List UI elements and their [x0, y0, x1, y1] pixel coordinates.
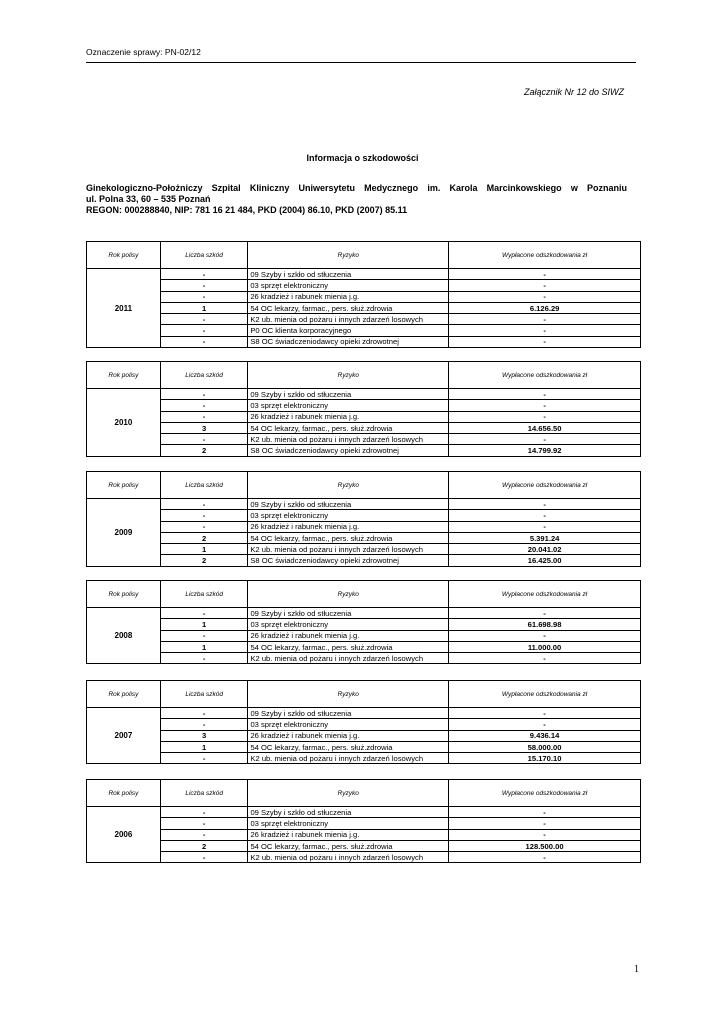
column-header: Ryzyko — [248, 362, 449, 389]
table-row — [87, 544, 641, 555]
column-header: Rok polisy — [87, 681, 161, 708]
risk-name: 54 OC lekarzy, farmac., pers. służ.zdrowia — [248, 532, 449, 543]
claims-table-2010 — [86, 361, 641, 457]
risk-name: 03 sprzęt elektroniczny — [248, 619, 449, 630]
claims-count: - — [160, 708, 248, 719]
paid-amount: 58.000.00 — [449, 741, 641, 752]
column-header: Liczba szkód — [160, 242, 248, 269]
policy-year: 2008 — [87, 608, 161, 664]
paid-amount: 5.391.24 — [449, 532, 641, 543]
table-row — [87, 280, 641, 291]
claims-count: 1 — [160, 302, 248, 313]
table-row — [87, 411, 641, 422]
risk-name: 54 OC lekarzy, farmac., pers. służ.zdrowia — [248, 741, 449, 752]
claims-table-2006 — [86, 779, 641, 863]
risk-name: K2 ub. mienia od pożaru i innych zdarzeń losowych — [248, 753, 449, 764]
paid-amount: - — [449, 719, 641, 730]
paid-amount: 15.170.10 — [449, 753, 641, 764]
column-header: Liczba szkód — [160, 362, 248, 389]
policy-year: 2007 — [87, 708, 161, 764]
column-header: Wypłacone odszkodowania zł — [449, 242, 641, 269]
claims-count: - — [160, 434, 248, 445]
claims-count: - — [160, 389, 248, 400]
claims-count: - — [160, 521, 248, 532]
paid-amount: 14.656.50 — [449, 422, 641, 433]
claims-count: 1 — [160, 619, 248, 630]
claims-count: - — [160, 269, 248, 280]
paid-amount: - — [449, 400, 641, 411]
table-row — [87, 641, 641, 652]
paid-amount: 6.126.29 — [449, 302, 641, 313]
paid-amount: 9.436.14 — [449, 730, 641, 741]
table-header-row — [87, 780, 641, 807]
claims-table-2008 — [86, 580, 641, 664]
column-header: Rok polisy — [87, 581, 161, 608]
table-row — [87, 608, 641, 619]
risk-name: 09 Szyby i szkło od stłuczenia — [248, 708, 449, 719]
paid-amount: - — [449, 411, 641, 422]
claims-count: - — [160, 608, 248, 619]
risk-name: 54 OC lekarzy, farmac., pers. służ.zdrowia — [248, 641, 449, 652]
table-row — [87, 499, 641, 510]
claims-count: - — [160, 280, 248, 291]
table-row — [87, 555, 641, 566]
paid-amount: - — [449, 852, 641, 863]
paid-amount: - — [449, 269, 641, 280]
risk-name: 54 OC lekarzy, farmac., pers. służ.zdrowia — [248, 302, 449, 313]
claims-count: 2 — [160, 555, 248, 566]
organization-address: ul. Polna 33, 60 – 535 Poznań — [86, 194, 211, 204]
claims-count: - — [160, 411, 248, 422]
risk-name: 09 Szyby i szkło od stłuczenia — [248, 389, 449, 400]
risk-name: 26 kradzież i rabunek mienia j.g. — [248, 630, 449, 641]
claims-count: 3 — [160, 730, 248, 741]
claims-count: - — [160, 630, 248, 641]
policy-year: 2011 — [87, 269, 161, 348]
column-header: Wypłacone odszkodowania zł — [449, 472, 641, 499]
table-row — [87, 630, 641, 641]
document-title-text: Informacja o szkodowości — [306, 153, 419, 163]
table-row — [87, 708, 641, 719]
paid-amount: 11.000.00 — [449, 641, 641, 652]
risk-name: S8 OC świadczeniodawcy opieki zdrowotnej — [248, 336, 449, 347]
paid-amount: 14.799.92 — [449, 445, 641, 456]
column-header: Wypłacone odszkodowania zł — [449, 681, 641, 708]
paid-amount: - — [449, 608, 641, 619]
column-header: Wypłacone odszkodowania zł — [449, 581, 641, 608]
column-header: Liczba szkód — [160, 780, 248, 807]
risk-name: K2 ub. mienia od pożaru i innych zdarzeń losowych — [248, 852, 449, 863]
claims-count: - — [160, 314, 248, 325]
claims-count: - — [160, 852, 248, 863]
column-header: Rok polisy — [87, 242, 161, 269]
table-header-row — [87, 581, 641, 608]
risk-name: K2 ub. mienia od pożaru i innych zdarzeń losowych — [248, 653, 449, 664]
table-row — [87, 741, 641, 752]
risk-name: 09 Szyby i szkło od stłuczenia — [248, 269, 449, 280]
table-row — [87, 840, 641, 851]
table-row — [87, 325, 641, 336]
paid-amount: - — [449, 499, 641, 510]
claims-count: 3 — [160, 422, 248, 433]
column-header: Rok polisy — [87, 780, 161, 807]
claims-table-2009 — [86, 471, 641, 567]
claims-count: - — [160, 818, 248, 829]
organization-block — [86, 183, 627, 216]
policy-year: 2006 — [87, 807, 161, 863]
column-header: Ryzyko — [248, 681, 449, 708]
table-row — [87, 807, 641, 818]
paid-amount: - — [449, 291, 641, 302]
risk-name: 09 Szyby i szkło od stłuczenia — [248, 807, 449, 818]
policy-year: 2009 — [87, 499, 161, 567]
column-header: Ryzyko — [248, 242, 449, 269]
paid-amount: - — [449, 829, 641, 840]
table-row — [87, 445, 641, 456]
attachment-label: Załącznik Nr 12 do SIWZ — [523, 87, 624, 97]
risk-name: 54 OC lekarzy, farmac., pers. służ.zdrowia — [248, 840, 449, 851]
risk-name: 54 OC lekarzy, farmac., pers. służ.zdrowia — [248, 422, 449, 433]
paid-amount: - — [449, 336, 641, 347]
risk-name: 03 sprzęt elektroniczny — [248, 400, 449, 411]
paid-amount: - — [449, 521, 641, 532]
claims-table-2007 — [86, 680, 641, 764]
risk-name: P0 OC klienta korporacyjnego — [248, 325, 449, 336]
paid-amount: - — [449, 510, 641, 521]
paid-amount: - — [449, 653, 641, 664]
column-header: Ryzyko — [248, 581, 449, 608]
table-row — [87, 422, 641, 433]
column-header: Rok polisy — [87, 472, 161, 499]
header-divider — [86, 62, 636, 63]
paid-amount: 20.041.02 — [449, 544, 641, 555]
claims-count: 2 — [160, 532, 248, 543]
column-header: Wypłacone odszkodowania zł — [449, 362, 641, 389]
paid-amount: 61.698.98 — [449, 619, 641, 630]
claims-count: 2 — [160, 445, 248, 456]
claims-count: - — [160, 753, 248, 764]
document-title — [0, 153, 725, 163]
table-row — [87, 269, 641, 280]
risk-name: 26 kradzież i rabunek mienia j.g. — [248, 521, 449, 532]
risk-name: K2 ub. mienia od pożaru i innych zdarzeń losowych — [248, 544, 449, 555]
table-row — [87, 730, 641, 741]
risk-name: 26 kradzież i rabunek mienia j.g. — [248, 411, 449, 422]
paid-amount: 128.500.00 — [449, 840, 641, 851]
table-row — [87, 521, 641, 532]
column-header: Ryzyko — [248, 780, 449, 807]
column-header: Rok polisy — [87, 362, 161, 389]
table-row — [87, 719, 641, 730]
table-row — [87, 291, 641, 302]
claims-count: 2 — [160, 840, 248, 851]
paid-amount: - — [449, 818, 641, 829]
case-designation: Oznaczenie sprawy: PN-02/12 — [86, 47, 201, 57]
table-row — [87, 302, 641, 313]
column-header: Wypłacone odszkodowania zł — [449, 780, 641, 807]
paid-amount: - — [449, 325, 641, 336]
risk-name: S8 OC świadczeniodawcy opieki zdrowotnej — [248, 445, 449, 456]
claims-count: 1 — [160, 544, 248, 555]
risk-name: 03 sprzęt elektroniczny — [248, 719, 449, 730]
policy-year: 2010 — [87, 389, 161, 457]
paid-amount: - — [449, 630, 641, 641]
column-header: Liczba szkód — [160, 681, 248, 708]
claims-count: 1 — [160, 641, 248, 652]
paid-amount: - — [449, 389, 641, 400]
paid-amount: - — [449, 708, 641, 719]
organization-name: Ginekologiczno-Położniczy Szpital Kliniczny Uniwersytetu Medycznego im. Karola Marcinkowskiego w Poznaniu — [86, 183, 627, 193]
column-header: Ryzyko — [248, 472, 449, 499]
claims-table-2011 — [86, 241, 641, 348]
risk-name: 09 Szyby i szkło od stłuczenia — [248, 608, 449, 619]
table-row — [87, 532, 641, 543]
table-row — [87, 818, 641, 829]
table-row — [87, 753, 641, 764]
table-row — [87, 653, 641, 664]
table-row — [87, 400, 641, 411]
table-row — [87, 336, 641, 347]
claims-count: 1 — [160, 741, 248, 752]
paid-amount: 16.425.00 — [449, 555, 641, 566]
claims-count: - — [160, 325, 248, 336]
table-row — [87, 829, 641, 840]
claims-count: - — [160, 719, 248, 730]
table-header-row — [87, 681, 641, 708]
table-row — [87, 510, 641, 521]
risk-name: K2 ub. mienia od pożaru i innych zdarzeń losowych — [248, 434, 449, 445]
risk-name: 26 kradzież i rabunek mienia j.g. — [248, 829, 449, 840]
paid-amount: - — [449, 314, 641, 325]
paid-amount: - — [449, 434, 641, 445]
table-header-row — [87, 472, 641, 499]
paid-amount: - — [449, 807, 641, 818]
column-header: Liczba szkód — [160, 581, 248, 608]
risk-name: 26 kradzież i rabunek mienia j.g. — [248, 291, 449, 302]
claims-count: - — [160, 499, 248, 510]
claims-count: - — [160, 510, 248, 521]
risk-name: 09 Szyby i szkło od stłuczenia — [248, 499, 449, 510]
risk-name: K2 ub. mienia od pożaru i innych zdarzeń losowych — [248, 314, 449, 325]
risk-name: S8 OC świadczeniodawcy opieki zdrowotnej — [248, 555, 449, 566]
paid-amount: - — [449, 280, 641, 291]
risk-name: 03 sprzęt elektroniczny — [248, 818, 449, 829]
column-header: Liczba szkód — [160, 472, 248, 499]
page-number: 1 — [634, 964, 639, 975]
risk-name: 03 sprzęt elektroniczny — [248, 510, 449, 521]
risk-name: 03 sprzęt elektroniczny — [248, 280, 449, 291]
claims-count: - — [160, 291, 248, 302]
table-row — [87, 314, 641, 325]
organization-registry: REGON: 000288840, NIP: 781 16 21 484, PKD (2004) 86.10, PKD (2007) 85.11 — [86, 205, 408, 215]
table-row — [87, 389, 641, 400]
claims-count: - — [160, 829, 248, 840]
claims-count: - — [160, 807, 248, 818]
table-header-row — [87, 362, 641, 389]
table-row — [87, 434, 641, 445]
risk-name: 26 kradzież i rabunek mienia j.g. — [248, 730, 449, 741]
table-header-row — [87, 242, 641, 269]
table-row — [87, 852, 641, 863]
table-row — [87, 619, 641, 630]
claims-count: - — [160, 400, 248, 411]
claims-count: - — [160, 336, 248, 347]
claims-count: - — [160, 653, 248, 664]
